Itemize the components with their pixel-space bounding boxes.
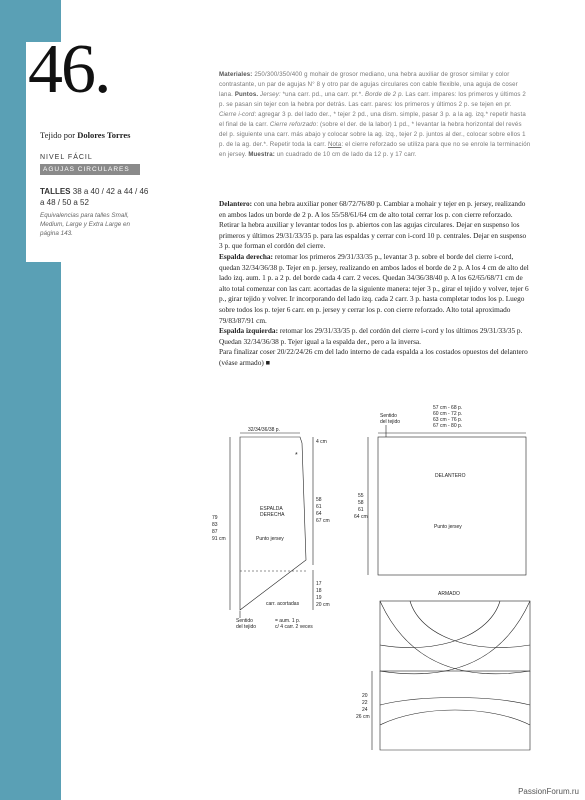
assembly-curve-6 xyxy=(380,710,530,725)
jersey-text: *una carr. pd., una carr. pr.*. xyxy=(280,91,365,98)
back-right-cm-1: 58 xyxy=(316,497,322,503)
back-left-cm-4: 91 cm xyxy=(212,536,226,542)
front-top-1: 57 cm - 68 p. xyxy=(433,405,463,411)
front-outline xyxy=(378,437,526,575)
reinforced-text: : (sobre el der. de la labor) 1 pd., * levantar la hebra horizontal del revés del p. siguiente una carr. más abajo y colocar sobre la ag. izq., tejer 2 p. juntos al der., colocar sobre ellos 1 p. de la ag. der.*. Repetir toda la carr. xyxy=(219,121,526,148)
materials-paragraph xyxy=(219,70,531,160)
assembly-curve-4 xyxy=(380,601,500,648)
border-text: Las carr. impares: los primeros y últimos 2 p. se pasan sin tejer con la hebra por detrás. Las carr. pares: los primeros y últimos 2 p. se tejen en pr. xyxy=(219,91,526,108)
front-title: DELANTERO xyxy=(435,473,466,479)
note-text: : el cierre reforzado se utiliza para que no se enrole la terminación en jersey. xyxy=(219,141,531,158)
back-increase-1: = aum. 1 p. xyxy=(275,618,301,624)
back-diagram xyxy=(230,433,313,610)
left-back-label: Espalda izquierda: xyxy=(219,326,278,336)
back-outline xyxy=(240,437,306,610)
jersey-label: Jersey: xyxy=(258,91,281,98)
front-top-3: 63 cm - 76 p. xyxy=(433,417,463,423)
assembly-cm-1: 20 xyxy=(362,693,368,699)
back-title-1: ESPALDA xyxy=(260,506,283,512)
front-left-cm-4: 64 cm xyxy=(354,514,368,520)
border-label: Borde de 2 p. xyxy=(364,91,404,98)
size-equivalence-note: Equivalencias para talles Small, Medium, Large y Extra Large en página 143. xyxy=(40,212,130,237)
back-right-cm-3: 64 xyxy=(316,511,322,517)
front-stitch: Punto jersey xyxy=(434,524,462,530)
icord-label: Cierre i-cord xyxy=(219,111,255,118)
assembly-cm-3: 24 xyxy=(362,707,368,713)
back-left-cm-1: 79 xyxy=(212,515,218,521)
assembly-diagram xyxy=(372,601,530,750)
author-name: Dolores Torres xyxy=(77,130,131,140)
back-increase-marker: * xyxy=(295,452,298,459)
front-diagram xyxy=(368,425,526,575)
difficulty-level: NIVEL FÁCIL xyxy=(40,154,93,161)
footer-watermark: PassionForum.ru xyxy=(518,787,579,796)
sample-label: Muestra: xyxy=(248,151,275,158)
assembly-title: ARMADO xyxy=(438,591,460,597)
sizes-label: TALLES xyxy=(40,187,71,196)
back-stitch: Punto jersey xyxy=(256,536,284,542)
back-right-cm-4: 67 cm xyxy=(316,518,330,524)
points-label: Puntos. xyxy=(234,91,259,98)
right-back-text: retomar los primeros 29/31/33/35 p., levantar 3 p. sobre el borde del cierre i-cord, quedan 32/34/36/38 p. Tejer en p. jersey, realizando en ambos lados el borde de 2 p. A los 4 cm de alto del lado izq. aum. 1 p. a 2 p. del borde cada 4 carr. 2 veces. Quedan 34/36/38/40 p. A los 62/65/68/71 cm de alto total comenzar con las carr. acortadas de la siguiente manera: tejer 3 p., girar el tejido y volver, tejer 6 p., girar tejido y volver. Ir incorporando del lado izq. cada 2 carr. 3 p. hasta completar todos los p. Luego sobre todos los p. tejer 6 carr. en p. jersey y cerrar los p. con cierre reforzado. Alto total aproximado 79/83/87/91 cm. xyxy=(219,251,529,325)
front-top-2: 60 cm - 72 p. xyxy=(433,411,463,417)
instructions-body xyxy=(219,199,531,369)
schematic-diagrams xyxy=(210,405,550,765)
author-prefix: Tejido por xyxy=(40,130,76,140)
front-left-cm-3: 61 xyxy=(358,507,364,513)
assembly-cm-2: 22 xyxy=(362,700,368,706)
assembly-curve-3 xyxy=(410,601,530,648)
finish-paragraph: Para finalizar coser 20/22/24/26 cm del lado interno de cada espalda a los costados opuestos del delantero (véase armado) ■ xyxy=(219,347,528,367)
assembly-curve-2 xyxy=(380,601,530,674)
back-bottom-cm-2: 18 xyxy=(316,588,322,594)
back-left-cm-3: 87 xyxy=(212,529,218,535)
back-bottom-cm-4: 20 cm xyxy=(316,602,330,608)
front-top-4: 67 cm - 80 p. xyxy=(433,423,463,429)
back-title-2: DERECHA xyxy=(260,512,285,518)
left-back-paragraph xyxy=(219,326,531,347)
back-short-rows: carr. acortadas xyxy=(266,601,300,607)
assembly-cm-4: 26 cm xyxy=(356,714,370,720)
needles-badge: AGUJAS CIRCULARES xyxy=(40,164,140,175)
left-back-text: retomar los 29/31/33/35 p. del cordón del cierre i-cord y los últimos 29/31/33/35 p. Quedan 32/34/36/38 p. Tejer igual a la espalda der., pero a la inversa. xyxy=(219,326,523,346)
assembly-curve-1 xyxy=(380,601,530,674)
assembly-lower-outline xyxy=(380,671,530,750)
sizes-value: 38 a 40 / 42 a 44 / 46 a 48 / 50 a 52 xyxy=(40,187,149,207)
back-direction-1: Sentido xyxy=(236,618,253,624)
back-left-cm-2: 83 xyxy=(212,522,218,528)
back-top-cm: 4 cm xyxy=(316,439,327,445)
author-line xyxy=(40,130,130,140)
front-paragraph xyxy=(219,199,531,252)
materials-text: 250/300/350/400 g mohair de grosor mediano, una hebra auxiliar de grosor similar y color contrastante, un par de agujas N° 8 y otro par de agujas circulares con cable flexible, una aguja de coser lana. xyxy=(219,71,518,98)
back-increase-2: c/ 4 carr. 2 veces xyxy=(275,624,313,630)
back-bottom-cm-1: 17 xyxy=(316,581,322,587)
materials-label: Materiales: xyxy=(219,71,253,78)
front-left-cm-2: 58 xyxy=(358,500,364,506)
back-top-stitches: 32/34/36/38 p. xyxy=(248,427,280,433)
pattern-number: 46. xyxy=(28,31,110,108)
right-back-paragraph xyxy=(219,252,531,326)
back-right-cm-2: 61 xyxy=(316,504,322,510)
front-direction-2: del tejido xyxy=(380,419,401,425)
sample-text: un cuadrado de 10 cm de lado da 12 p. y 17 carr. xyxy=(274,151,417,158)
front-text: con una hebra auxiliar poner 68/72/76/80 p. Cambiar a mohair y tejer en p. jersey, realizando en ambos lados un borde de 2 p. A los 55/58/61/64 cm de alto total cerrar los p. con cierre reforzado. Retirar la hebra auxiliar y levantar todos los p. abiertos con las agujas circulares. Dejar en suspenso los primeros y últimos 29/31/33/35 p. para las espaldas y cerrar con i-cord 10 p. centrales. Dejar en suspenso 3 p. que forman el cordón del cierre. xyxy=(219,199,527,251)
front-direction-1: Sentido xyxy=(380,413,397,419)
right-back-label: Espalda derecha: xyxy=(219,251,273,261)
front-left-cm-1: 55 xyxy=(358,493,364,499)
back-bottom-cm-3: 19 xyxy=(316,595,322,601)
front-label: Delantero: xyxy=(219,199,253,208)
reinforced-label: Cierre reforzado xyxy=(269,121,317,128)
sizes-block xyxy=(40,186,150,208)
assembly-curve-5 xyxy=(380,698,530,706)
icord-text: : agregar 3 p. del lado der., * tejer 2 pd., una dism. simple, pasar 3 p. a la ag. izq.* repetir hasta el final de la carr. xyxy=(219,111,526,128)
back-direction-2: del tejido xyxy=(236,624,257,630)
note-label: Nota xyxy=(327,141,342,148)
